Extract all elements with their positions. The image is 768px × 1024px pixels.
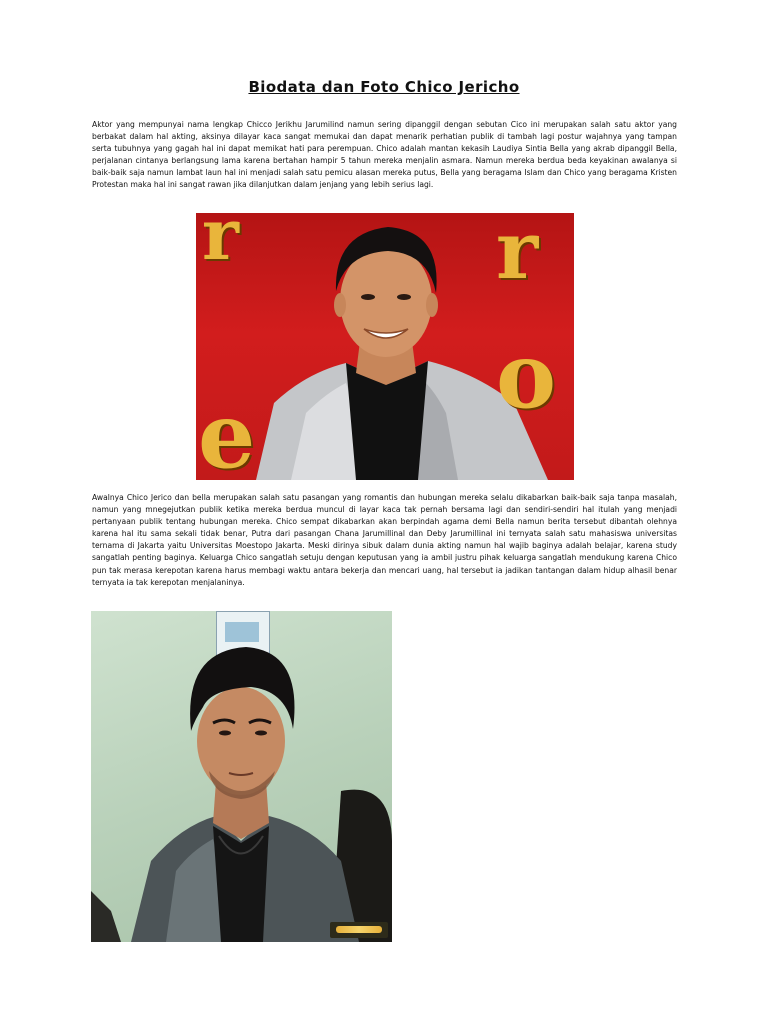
backdrop-glyph: e <box>198 383 256 480</box>
photo-chico-casual <box>91 611 392 942</box>
paragraph-1: Aktor yang mempunyai nama lengkap Chicco Jerikhu Jarumilind namun sering dipanggil dengan sebutan Cico ini merupakan salah satu aktor yang berbakat dalam hal akting, aksinya dilayar kaca sangat memukai dan dapat menarik perhatian publik di tambah lagi postur wajahnya yang tampan serta tubuhnya yang gagah hal ini dapat memikat hati para perempuan. Chico adalah mantan kekasih Laudiya Sintia Bella yang akrab dipanggil Bella, perjalanan cintanya berlangsung lama karena bertahan hampir 5 tahun mereka menjalin asmara. Namun mereka berdua beda keyakinan awalanya si baik-baik saja namun lambat laun hal ini menjadi salah satu pemicu alasan mereka putus, Bella yang beragama Islam dan Chico yang beragama Kristen Protestan maka hal ini sangat rawan jika dilanjutkan dalam jenjang yang lebih serius lagi. <box>92 120 677 190</box>
portrait-illustration-2 <box>91 611 392 942</box>
backdrop-glyph: r <box>496 213 539 297</box>
backdrop-glyph: o <box>496 323 557 429</box>
backdrop-glyph: r <box>202 213 239 276</box>
paragraph-2: Awalnya Chico Jerico dan bella merupakan salah satu pasangan yang romantis dan hubungan mereka selalu dikabarkan baik-baik saja tanpa masalah, namun yang mnegejutkan publik ketika mereka berdua muncul di layar kaca tak pernah bersama lagi dan sendiri-sendiri hal itulah yang menjadi pertanyaan publik tentang hubungan mereka. Chico sempat dikabarkan akan berpindah agama demi Bella namun berita tersebut dibantah olehnya karena hal itu sama sekali tidak benar, Putra dari pasangan Chana Jarumillinal dan Deby Jarumillinal ini ternyata salah satu mahasiswa universitas ternama di Jakarta yaitu Universitas Moestopo Jakarta. Meski dirinya sibuk dalam dunia akting namun hal wajib baginya adalah belajar, karena study sangatlah penting baginya. Keluarga Chico sangatlah setuju dengan keputusan yang ia ambil justru pihak keluarga sangatlah mendukung karena Chico pun tak merasa kerepotan karena harus membagi waktu antara bekerja dan mencari uang, hal tersebut ia jadikan tantangan dalam hidup alhasil benar ternyata ia tak kerepotan menjalaninya. <box>92 493 677 587</box>
document-title: Biodata dan Foto Chico Jericho <box>248 78 520 96</box>
photo-chico-red-backdrop <box>196 213 574 480</box>
watermark-logo <box>330 922 388 938</box>
